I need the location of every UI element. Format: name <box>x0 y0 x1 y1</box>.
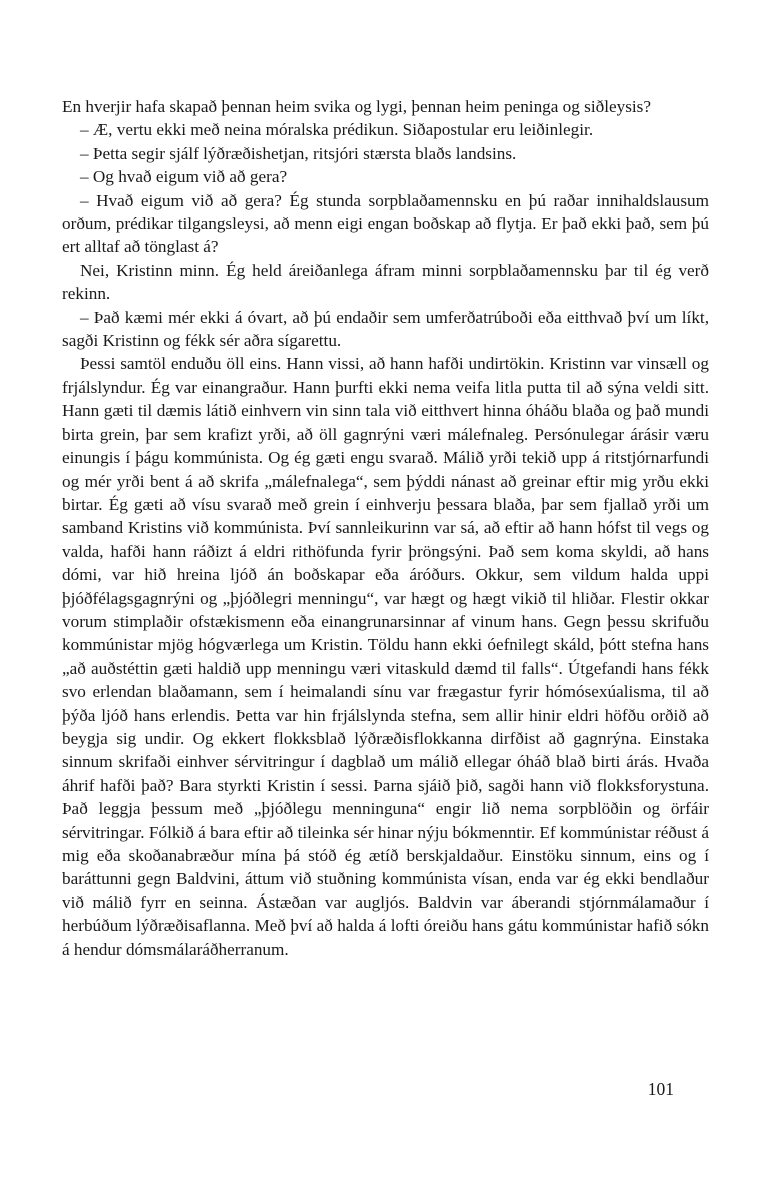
page-body <box>62 95 709 961</box>
paragraph: – Hvað eigum við að gera? Ég stunda sorpblaðamennsku en þú raðar innihaldslausum orðum, prédikar tilgangsleysi, að menn eigi engan boðskap að flytja. Er það ekki það, sem þú ert alltaf að tönglast á? <box>62 190 709 257</box>
paragraph: – Og hvað eigum við að gera? <box>80 167 288 187</box>
paragraph: Þessi samtöl enduðu öll eins. Hann vissi, að hann hafði undirtökin. Kristinn var vinsæll og frjálslyndur. Ég var einangraður. Hann þurfti ekki nema veifa litla putta til að sýna veldi sitt. Hann gæti til dæmis látið einhvern vin sinn tala við eitthvert hinna óháðu blaða og það mundi birta grein, þar sem krafizt yrði, að öll gagnrýni væri málefnaleg. Persónulegar árásir væru einungis í þágu kommúnista. Og ég gæti engu svarað. Málið yrði tekið upp á ritstjórnarfundi og mér yrði bent á að skrifa „málefnalega“, sem þýddi nánast að greinar eftir mig yrðu ekki birtar. Ég gæti að vísu svarað með grein í einhverju þessara blaða, þar sem fjallað yrði um samband Kristins við kommúnista. Því sannleikurinn var sá, að eftir að hann hófst til vegs og valda, hafði hann ráðizt á eldri rithöfunda fyrir þröngsýni. Það sem koma skyldi, að hans dómi, var hið hreina ljóð án boðskapar eða áróðurs. Okkur, sem vildum halda uppi þjóðfélagsgagnrýni og „þjóðlegri menningu“, var hægt og hægt vikið til hliðar. Flestir okkar vorum stimplaðir ofstækismenn eða einangrunarsinnar af vinum hans. Gegn þessu skrifuðu kommúnistar mjög hógværlega um Kristin. Töldu hann ekki óefnilegt skáld, þótt stefna hans „að auðstéttin gæti haldið upp menningu væri vitaskuld dæmd til falls“. Útgefandi hans fékk svo erlendan blaðamann, sem í heimalandi sínu var frægastur fyrir hómósexúalisma, til að þýða ljóð hans erlendis. Þetta var hin frjálslynda stefna, sem allir hinir eldri höfðu orðið að beygja sig undir. Og ekkert flokksblað lýðræðisflokkanna dirfðist að gagnrýna. Einstaka sinnum skrifaði einhver sérvitringur í dagblað um málið ellegar óháð blað birti árás. Hvaða áhrif hafði það? Bara styrkti Kristin í sessi. Þarna sjáið þið, sagði hann við flokksforystuna. Það leggja þessum með „þjóðlegu menninguna“ engir lið nema sorpblöðin og örfáir sérvitringar. Fólkið á bara eftir að tileinka sér hinar nýju bókmenntir. Ef kommúnistar réðust á mig eða skoðanabræður mína þá stóð ég ætíð berskjaldaður. Einstöku sinnum, eins og í baráttunni gegn Baldvini, áttum við stuðning kommúnista vísan, enda var ég ekki bendlaður við málið fyrr en seinna. Ástæðan var augljós. Baldvin var áberandi stjórnmálamaður í herbúðum lýðræðisaflanna. Með því að halda á lofti óreiðu hans gátu kommúnistar hafið sókn á hendur dómsmálaráðherranum. <box>62 354 709 959</box>
paragraph: En hverjir hafa skapað þennan heim svika og lygi, þennan heim peninga og siðleysis? <box>62 97 651 116</box>
paragraph: Nei, Kristinn minn. Ég held áreiðanlega áfram minni sorpblaðamennsku þar til ég verð rekinn. <box>62 260 709 304</box>
page-number: 101 <box>647 1079 674 1099</box>
paragraph: – Æ, vertu ekki með neina móralska prédikun. Siðapostular eru leiðinlegir. <box>80 120 594 140</box>
paragraph: – Þetta segir sjálf lýðræðishetjan, ritsjóri stærsta blaðs landsins. <box>80 143 517 163</box>
paragraph: – Það kæmi mér ekki á óvart, að þú endaðir sem umferðatrúboði eða eitthvað því um líkt, sagði Kristinn og fékk sér aðra sígarettu. <box>62 307 709 351</box>
